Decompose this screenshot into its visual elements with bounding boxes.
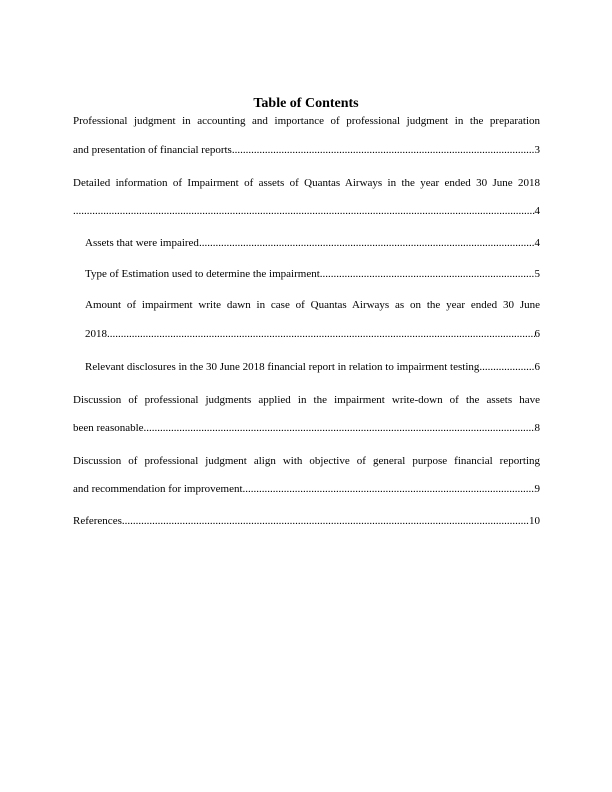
toc-page-number: 5	[534, 268, 540, 280]
toc-entry-3[interactable]	[85, 237, 540, 250]
dot-leader	[232, 144, 535, 157]
toc-page-number: 9	[534, 483, 540, 495]
toc-entry-text: and presentation of financial reports	[73, 144, 232, 156]
toc-entry-8-line1[interactable]: Discussion of professional judgment align with objective of general purpose financial reporting	[73, 455, 540, 467]
toc-page-number: 8	[534, 422, 540, 434]
toc-page-number: 10	[529, 515, 540, 527]
dot-leader	[479, 361, 534, 374]
toc-entry-text: Type of Estimation used to determine the impairment	[85, 268, 320, 280]
toc-entry-9[interactable]	[73, 515, 540, 528]
dot-leader	[199, 237, 535, 250]
toc-entry-text: Relevant disclosures in the 30 June 2018 financial report in relation to impairment testing	[85, 361, 480, 373]
toc-page-number: 6	[534, 361, 540, 373]
toc-entry-2-line2[interactable]	[73, 205, 540, 218]
toc-page-number: 4	[534, 205, 540, 217]
dot-leader	[320, 268, 535, 281]
toc-entry-1-line2[interactable]	[73, 144, 540, 157]
toc-entry-7-line2[interactable]	[73, 422, 540, 435]
toc-entry-text: and recommendation for improvement	[73, 483, 243, 495]
toc-entry-text: References	[73, 515, 122, 527]
toc-page-number: 3	[534, 144, 540, 156]
toc-entry-5-line1[interactable]: Amount of impairment write dawn in case of Quantas Airways as on the year ended 30 June	[85, 299, 540, 311]
toc-entry-2-line1[interactable]: Detailed information of Impairment of assets of Quantas Airways in the year ended 30 June 2018	[73, 177, 540, 189]
dot-leader	[107, 328, 535, 341]
toc-entry-4[interactable]	[85, 268, 540, 281]
toc-entry-8-line2[interactable]	[73, 483, 540, 496]
toc-page-number: 6	[534, 328, 540, 340]
toc-entry-1-line1[interactable]: Professional judgment in accounting and importance of professional judgment in the preparation	[73, 115, 540, 127]
toc-entry-text: Assets that were impaired	[85, 237, 199, 249]
toc-entry-5-line2[interactable]	[85, 328, 540, 341]
toc-entry-text: been reasonable	[73, 422, 144, 434]
toc-entry-7-line1[interactable]: Discussion of professional judgments applied in the impairment write-down of the assets have	[73, 394, 540, 406]
dot-leader	[122, 515, 529, 528]
dot-leader	[243, 483, 535, 496]
toc-page-number: 4	[534, 237, 540, 249]
toc-entry-6[interactable]	[85, 361, 540, 374]
toc-entry-text: 2018	[85, 328, 107, 340]
dot-leader	[73, 205, 535, 218]
toc-title: Table of Contents	[253, 96, 359, 111]
dot-leader	[144, 422, 535, 435]
